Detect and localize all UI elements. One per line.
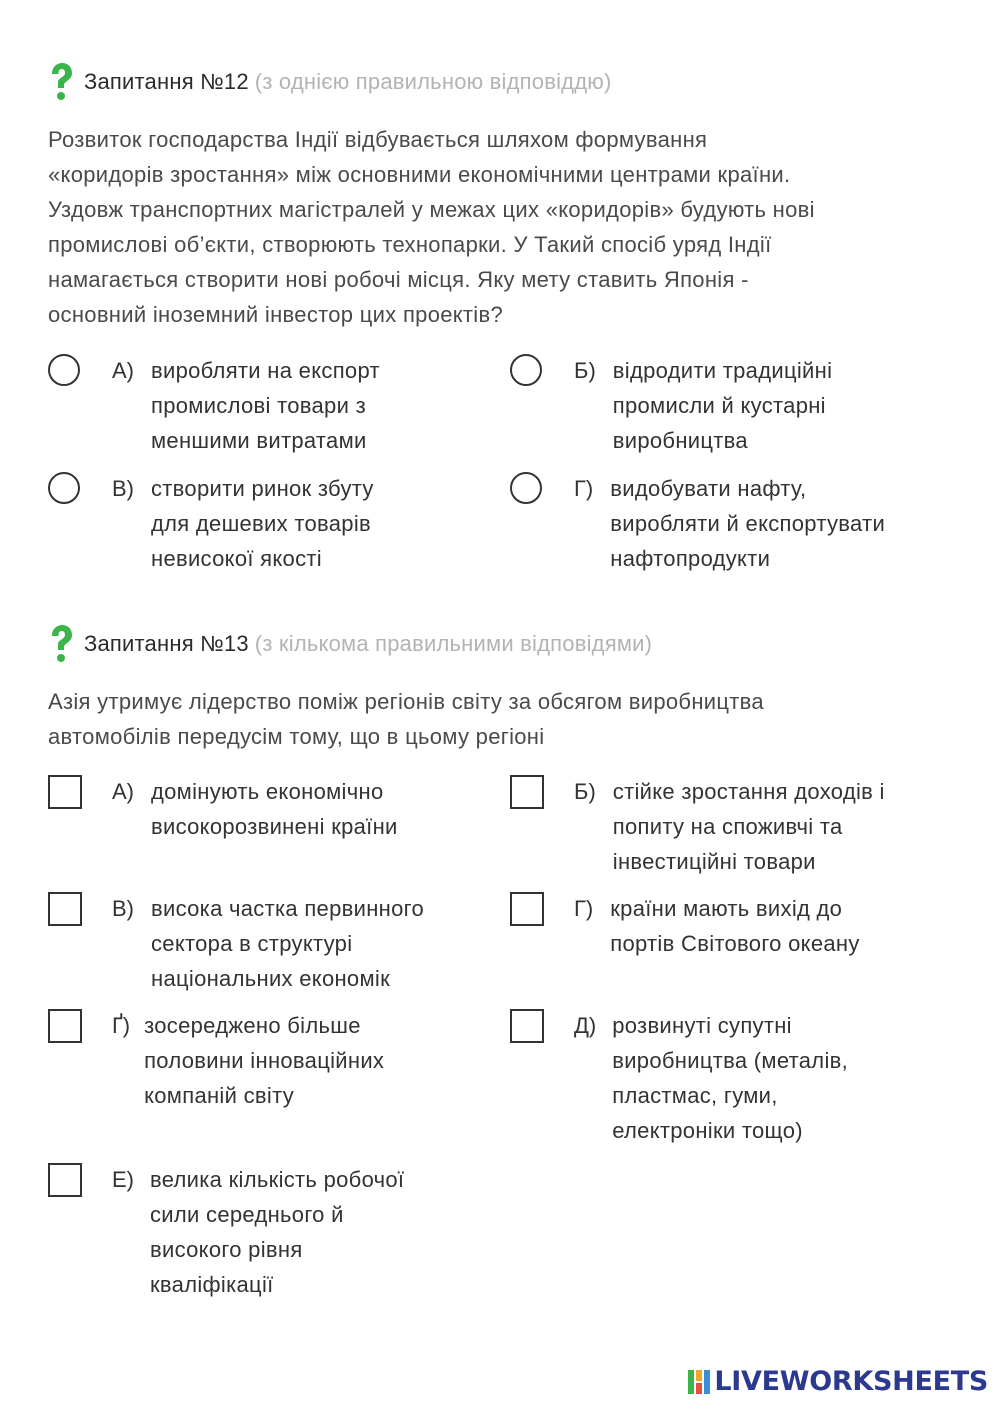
q13-option-e[interactable]: [48, 1162, 404, 1302]
option-line: нафтопродукти: [610, 546, 771, 571]
option-letter: Б): [574, 779, 596, 804]
option-line: видобувати нафту,: [610, 476, 807, 501]
q12-option-a-radio[interactable]: [48, 354, 80, 386]
question-text-line: Азія утримує лідерство поміж регіонів світу за обсягом виробництва: [48, 689, 764, 714]
option-line: створити ринок збуту: [151, 476, 374, 501]
option-line: електроніки тощо): [612, 1118, 803, 1143]
brand-text: LIVEWORKSHEETS: [714, 1366, 988, 1397]
q13-option-d[interactable]: [510, 1008, 848, 1148]
question-mark-icon: [48, 624, 74, 664]
liveworksheets-logo-icon: [688, 1370, 710, 1394]
q13-option-g[interactable]: [510, 891, 860, 961]
option-text: [613, 774, 885, 879]
question-12-text: [48, 122, 958, 332]
question-text-line: «коридорів зростання» між основними економічними центрами країни.: [48, 162, 791, 187]
option-letter: Е): [112, 1167, 134, 1192]
option-line: виробництва: [612, 428, 748, 453]
q13-option-d-checkbox[interactable]: [510, 1009, 544, 1043]
option-text: [610, 891, 859, 961]
question-12-header: [48, 62, 611, 102]
question-13-title: Запитання №13: [84, 631, 249, 656]
option-line: промислові товари з: [151, 393, 366, 418]
option-line: країни мають вихід до: [610, 896, 843, 921]
option-line: виробництва (металів,: [612, 1048, 849, 1073]
q13-option-v[interactable]: [48, 891, 424, 996]
option-line: пластмас, гуми,: [612, 1083, 778, 1108]
option-text: [151, 891, 424, 996]
q13-option-b[interactable]: [510, 774, 885, 879]
q12-option-b[interactable]: [510, 353, 832, 458]
option-text: [151, 353, 380, 458]
option-line: портів Світового океану: [610, 931, 860, 956]
option-line: інвестиційні товари: [612, 849, 816, 874]
q13-option-a[interactable]: [48, 774, 398, 844]
liveworksheets-brand: [688, 1366, 988, 1397]
option-letter: Ґ): [112, 1013, 131, 1038]
option-line: компаній світу: [144, 1083, 295, 1108]
option-line: невисокої якості: [151, 546, 322, 571]
option-text: [150, 1162, 404, 1302]
option-letter: Б): [574, 358, 596, 383]
question-13-type: (з кількома правильними відповідями): [254, 631, 653, 656]
option-letter: Г): [574, 476, 594, 501]
question-text-line: Розвиток господарства Індії відбувається шляхом формування: [48, 127, 708, 152]
option-line: меншими витратами: [151, 428, 367, 453]
option-line: виробляти й експортувати: [610, 511, 886, 536]
q13-option-b-checkbox[interactable]: [510, 775, 544, 809]
option-letter: В): [112, 896, 134, 921]
question-text-line: намагається створити нові робочі місця. Яку мету ставить Японія -: [48, 267, 749, 292]
option-line: попиту на споживчі та: [612, 814, 843, 839]
option-line: виробляти на експорт: [151, 358, 380, 383]
option-line: високого рівня: [150, 1237, 303, 1262]
q13-option-a-checkbox[interactable]: [48, 775, 82, 809]
option-letter: А): [112, 358, 134, 383]
q13-option-ge[interactable]: [48, 1008, 384, 1113]
question-mark-icon: [48, 62, 74, 102]
question-13-text: [48, 684, 958, 754]
q12-option-a[interactable]: [48, 353, 380, 458]
option-text: [612, 1008, 848, 1148]
option-line: велика кількість робочої: [150, 1167, 405, 1192]
q12-option-v[interactable]: [48, 471, 374, 576]
option-text: [151, 774, 398, 844]
option-letter: А): [112, 779, 134, 804]
option-text: [613, 353, 833, 458]
question-13-header: [48, 624, 652, 664]
option-line: для дешевих товарів: [151, 511, 371, 536]
option-letter: В): [112, 476, 134, 501]
q12-option-g[interactable]: [510, 471, 885, 576]
q13-option-ge-checkbox[interactable]: [48, 1009, 82, 1043]
question-text-line: Уздовж транспортних магістралей у межах цих «коридорів» будують нові: [48, 197, 815, 222]
q13-option-g-checkbox[interactable]: [510, 892, 544, 926]
q13-option-e-checkbox[interactable]: [48, 1163, 82, 1197]
option-line: висока частка первинного: [151, 896, 425, 921]
option-line: відродити традиційні: [612, 358, 833, 383]
option-line: промисли й кустарні: [612, 393, 826, 418]
option-text: [151, 471, 374, 576]
option-line: національних економік: [151, 966, 391, 991]
option-line: розвинуті супутні: [612, 1013, 792, 1038]
question-12-type: (з однією правильною відповіддю): [254, 69, 612, 94]
option-line: половини інноваційних: [144, 1048, 385, 1073]
q12-option-b-radio[interactable]: [510, 354, 542, 386]
question-text-line: автомобілів передусім тому, що в цьому регіоні: [48, 724, 545, 749]
option-line: домінують економічно: [151, 779, 384, 804]
option-line: сектора в структурі: [151, 931, 353, 956]
option-letter: Г): [574, 896, 594, 921]
question-text-line: основний іноземний інвестор цих проектів?: [48, 302, 504, 327]
option-letter: Д): [574, 1013, 597, 1038]
option-line: стійке зростання доходів і: [612, 779, 885, 804]
q12-option-v-radio[interactable]: [48, 472, 80, 504]
question-12-title: Запитання №12: [84, 69, 249, 94]
q13-option-v-checkbox[interactable]: [48, 892, 82, 926]
option-line: сили середнього й: [150, 1202, 344, 1227]
question-text-line: промислові об’єкти, створюють технопарки. У Такий спосіб уряд Індії: [48, 232, 772, 257]
option-line: високорозвинені країни: [151, 814, 398, 839]
option-text: [144, 1008, 384, 1113]
option-line: зосереджено більше: [144, 1013, 361, 1038]
option-text: [610, 471, 885, 576]
option-line: кваліфікації: [150, 1272, 274, 1297]
q12-option-g-radio[interactable]: [510, 472, 542, 504]
